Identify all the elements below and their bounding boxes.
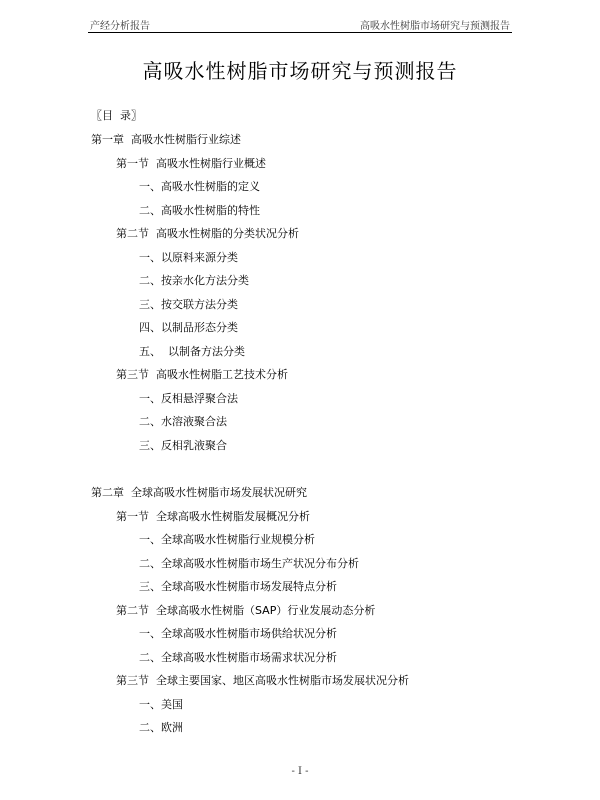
- toc-subsection: 四、以制品形态分类: [139, 321, 238, 334]
- toc-subsection: 三、按交联方法分类: [139, 297, 238, 311]
- toc-subsection: 五、 以制备方法分类: [139, 344, 245, 358]
- toc-subsection: 一、反相悬浮聚合法: [139, 391, 238, 405]
- header-left-text: 产经分析报告: [90, 21, 150, 32]
- toc-subsection: 一、以原料来源分类: [139, 250, 238, 264]
- toc-section: 第一节 全球高吸水性树脂发展概况分析: [116, 509, 310, 523]
- header-right-text: 高吸水性树脂市场研究与预测报告: [360, 21, 510, 32]
- toc-subsection: 二、全球高吸水性树脂市场生产状况分布分析: [139, 556, 359, 570]
- toc-subsection: 二、欧洲: [139, 721, 183, 734]
- toc-section: 第三节 全球主要国家、地区高吸水性树脂市场发展状况分析: [116, 674, 409, 687]
- toc-subsection: 三、反相乳液聚合: [139, 438, 227, 452]
- toc-section: 第一节 高吸水性树脂行业概述: [116, 156, 266, 170]
- toc-subsection: 二、按亲水化方法分类: [139, 274, 249, 287]
- page-header: [88, 14, 512, 32]
- toc-heading: 〖目 录〗: [91, 109, 142, 122]
- toc-chapter: 第二章 全球高吸水性树脂市场发展状况研究: [91, 486, 307, 499]
- toc-section: 第二节 全球高吸水性树脂（SAP）行业发展动态分析: [116, 603, 376, 617]
- toc-subsection: 一、美国: [139, 697, 183, 711]
- toc-subsection: 二、全球高吸水性树脂市场需求状况分析: [139, 650, 337, 664]
- toc-subsection: 三、全球高吸水性树脂市场发展特点分析: [139, 580, 337, 593]
- toc-section: 第三节 高吸水性树脂工艺技术分析: [116, 368, 288, 381]
- toc-subsection: 一、全球高吸水性树脂市场供给状况分析: [139, 627, 337, 640]
- header-divider: [88, 32, 512, 33]
- document-title: 高吸水性树脂市场研究与预测报告: [142, 59, 458, 83]
- toc-subsection: 一、高吸水性树脂的定义: [139, 180, 260, 193]
- toc-section: 第二节 高吸水性树脂的分类状况分析: [116, 227, 299, 240]
- toc-subsection: 二、水溶液聚合法: [139, 415, 227, 428]
- toc-subsection: 一、全球高吸水性树脂行业规模分析: [139, 533, 315, 546]
- toc-subsection: 二、高吸水性树脂的特性: [139, 203, 260, 217]
- page-number: - I -: [291, 766, 309, 777]
- toc-chapter: 第一章 高吸水性树脂行业综述: [91, 133, 241, 146]
